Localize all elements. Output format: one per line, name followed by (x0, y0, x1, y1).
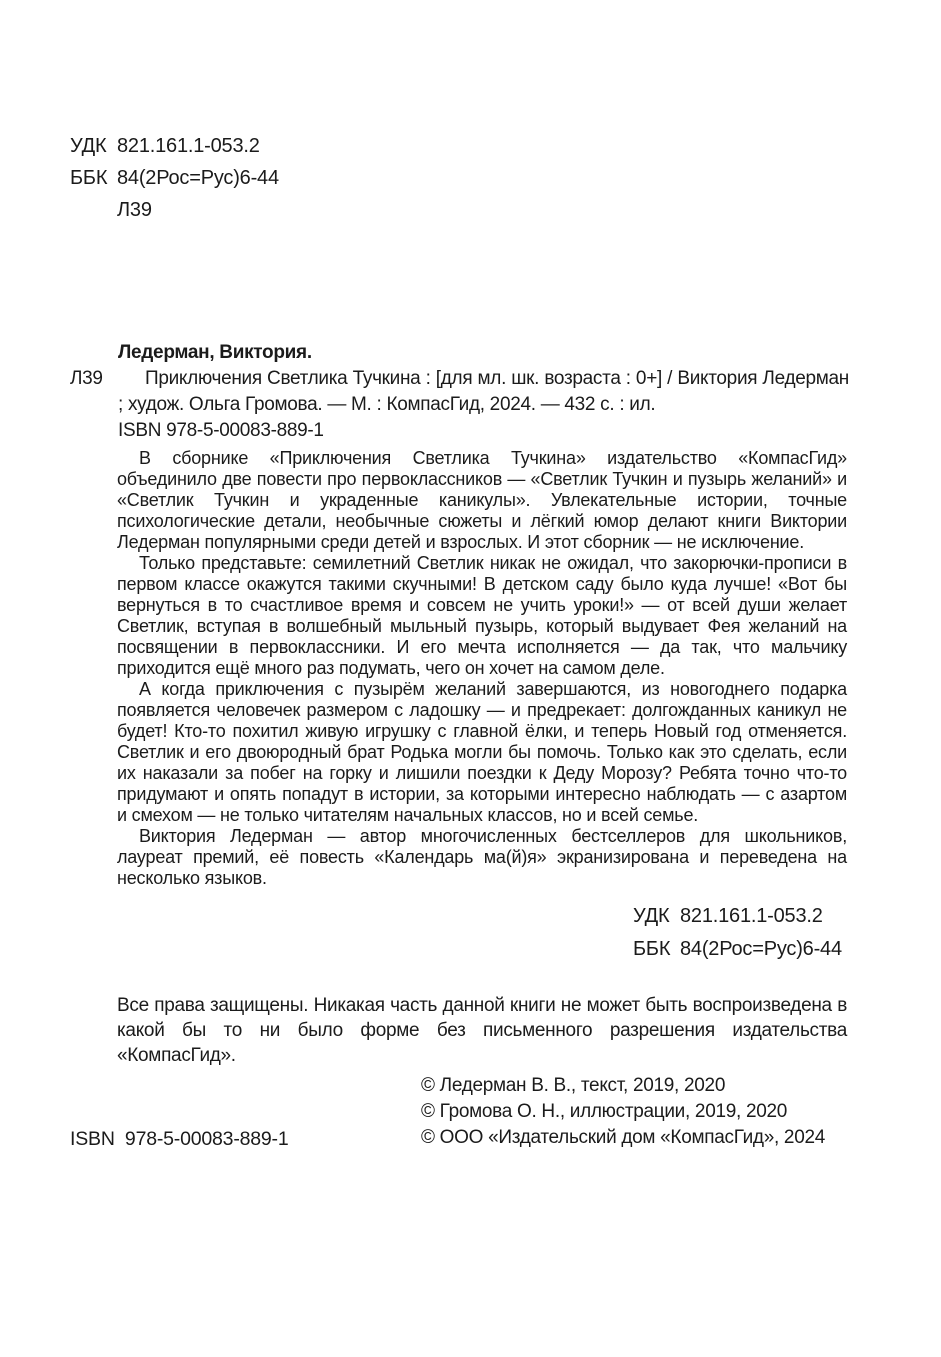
udk-label-right: УДК (633, 905, 670, 927)
udk-label: УДК (70, 135, 107, 157)
bbk-value: 84(2Рос=Рус)6-44 (117, 167, 279, 189)
bbk-value-right: 84(2Рос=Рус)6-44 (680, 938, 842, 960)
copyright-line-illustrations: © Громова О. Н., иллюстрации, 2019, 2020 (421, 1101, 788, 1122)
udk-line (70, 130, 279, 162)
bib-author-heading: Ледерман, Виктория. (118, 342, 312, 363)
bbk-label-right: ББК (633, 938, 671, 960)
udk-line-right (633, 900, 842, 933)
classification-codes-top (70, 130, 279, 226)
author-sign-line (70, 194, 279, 226)
udk-value-right: 821.161.1-053.2 (680, 905, 823, 927)
annotation-paragraph-3: А когда приключения с пузырём желаний завершаются, из новогоднего подарка появляется человечек размером с ладошку — и предрекает: долгожданных каникул не будет! Кто-то похитил живую игрушку с главной ёлки, и теперь Новый год отменяется. Светлик и его двоюродный брат Родька могли бы помочь. Только как это сделать, если их наказали за побег на горку и лишили поездки к Деду Морозу? Ребята точно что-то придумают и опять попадут в истории, за которыми интересно наблюдать — с азартом и смехом — не только читателям начальных классов, но и всей семье. (117, 679, 847, 825)
bbk-label: ББК (70, 167, 108, 189)
rights-notice-text: Все права защищены. Никакая часть данной книги не может быть воспроизведена в какой бы то ни было форме без письменного разрешения издательства «КомпасГид». (117, 995, 847, 1066)
bib-entry-text: Приключения Светлика Тучкина : [для мл. шк. возраста : 0+] / Виктория Ледерман ; худож. Ольга Громова. — М. : КомпасГид, 2024. — 432 с. : ил. (118, 368, 849, 415)
bib-entry (70, 366, 849, 418)
bib-isbn: ISBN 978-5-00083-889-1 (118, 420, 324, 441)
bib-entry-sign: Л39 (70, 368, 103, 389)
bbk-line (70, 162, 279, 194)
annotation-paragraph-1: В сборнике «Приключения Светлика Тучкина» издательство «КомпасГид» объединило две повести про первоклассников — «Светлик Тучкин и пузырь желаний» и «Светлик Тучкин и украденные каникулы». Увлекательные истории, точные психологические детали, необычные сюжеты и лёгкий юмор делают книги Виктории Ледерман популярными среди детей и взрослых. И этот сборник — не исключение. (117, 448, 847, 552)
udk-value: 821.161.1-053.2 (117, 135, 260, 157)
bbk-line-right (633, 933, 842, 966)
copyright-line-publisher: © ООО «Издательский дом «КомпасГид», 2024 (421, 1127, 826, 1148)
copyright-block (421, 1073, 825, 1151)
copyright-line-text: © Ледерман В. В., текст, 2019, 2020 (421, 1075, 726, 1096)
annotation (117, 448, 847, 889)
bibliographic-description (70, 340, 849, 444)
annotation-paragraph-2: Только представьте: семилетний Светлик никак не ожидал, что закорючки-прописи в первом классе окажутся такими скучными! В детском саду было куда лучше! «Вот бы вернуться в то счастливое время и совсем не учить уроки!» — от всей души желает Светлик, вступая в волшебный мыльный пузырь, который выдувает Фея желаний на посвящении в первоклассники. И его мечта исполняется — да так, что мальчику приходится ещё много раз подумать, чего он хочет на самом деле. (117, 553, 847, 678)
annotation-paragraph-4: Виктория Ледерман — автор многочисленных бестселлеров для школьников, лауреат премий, её повесть «Календарь ма(й)я» экранизирована и переведена на несколько языков. (117, 826, 847, 888)
author-sign: Л39 (117, 199, 152, 221)
classification-codes-right (633, 900, 842, 966)
rights-notice (117, 993, 847, 1068)
isbn-bottom: ISBN 978-5-00083-889-1 (70, 1128, 289, 1150)
